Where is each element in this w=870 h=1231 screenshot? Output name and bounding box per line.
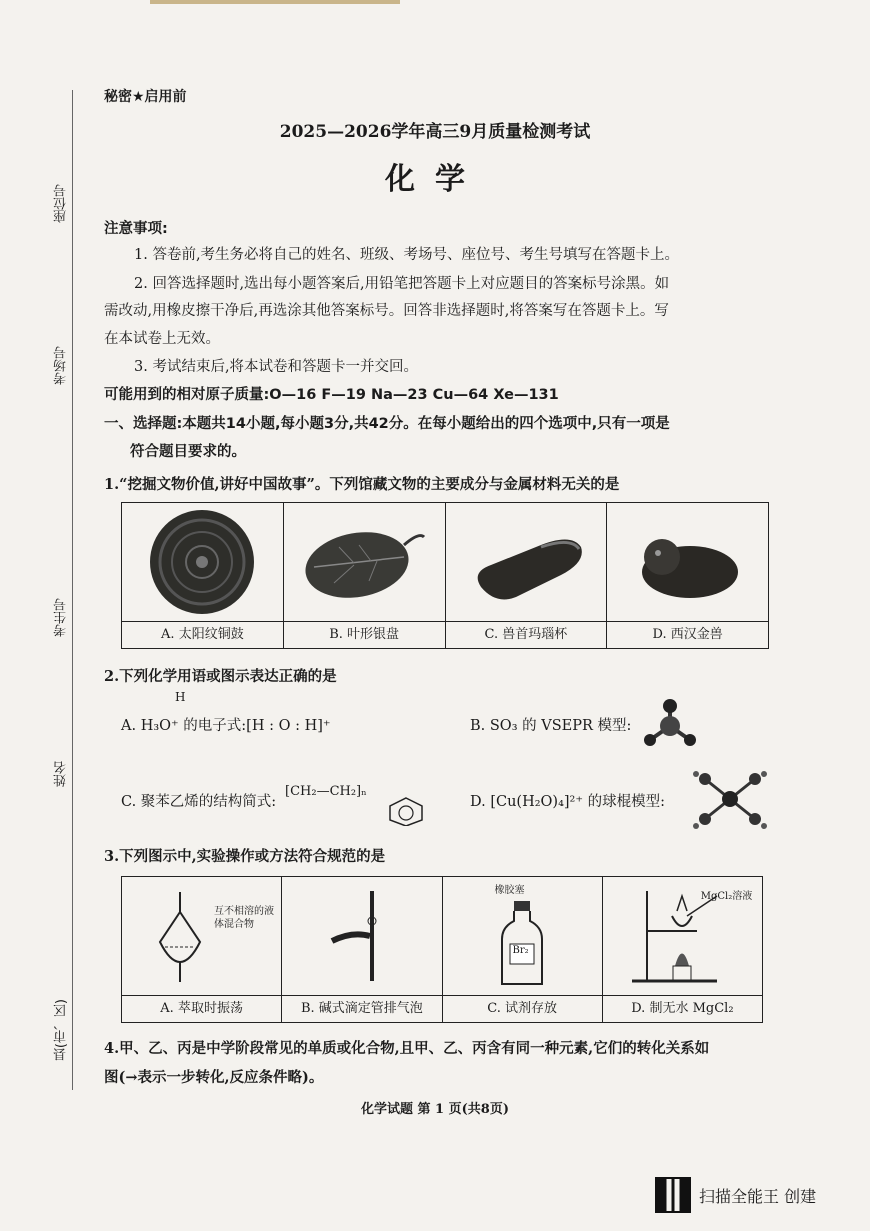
q3-option-c: C. 试剂存放 [443, 995, 602, 1022]
q4-line2: 图(→表示一步转化,反应条件略)。 [104, 1069, 324, 1086]
q4-line1: 4.甲、乙、丙是中学阶段常见的单质或化合物,且甲、乙、丙含有同一种元素,它们的转化关系如 [104, 1040, 710, 1057]
side-name-label: 姓名 [52, 757, 71, 791]
q3-option-d: D. 制无水 MgCl₂ [603, 995, 762, 1022]
gold-beast-image [607, 503, 768, 621]
q3-option-a: A. 萃取时振荡 [122, 995, 281, 1022]
side-county-label: 县(市、区) [52, 995, 71, 1065]
scanner-watermark [655, 1177, 816, 1213]
q1-option-d: D. 西汉金兽 [607, 621, 768, 648]
exam-title: 2025—2026学年高三9月质量检测考试 [279, 122, 591, 142]
q3-c-note: 橡胶塞 [494, 885, 525, 896]
q3-option-b: B. 碱式滴定管排气泡 [282, 995, 441, 1022]
cu-water-ball-stick-model [690, 764, 770, 834]
secret-mark: 秘密★启用前 [104, 89, 187, 105]
q3-c-label: Br₂ [512, 945, 529, 956]
page-footer: 化学试题 第 1 页(共8页) [361, 1102, 509, 1117]
leaf-silver-plate-image [284, 503, 445, 621]
side-exam-no-label: 考生号 [52, 594, 71, 641]
q2-option-b: B. SO₃ 的 VSEPR 模型: [470, 718, 632, 734]
side-seat-label: 座位号 [52, 180, 71, 227]
q2-option-d: D. [Cu(H₂O)₄]²⁺ 的球棍模型: [470, 794, 666, 810]
q1-option-a-cell [122, 503, 284, 649]
q1-artifact-table [121, 502, 769, 649]
q1-option-d-cell [607, 503, 769, 649]
q3-stem: 3.下列图示中,实验操作或方法符合规范的是 [104, 848, 386, 865]
top-edge-strip [150, 0, 400, 4]
side-room-label: 考场号 [52, 342, 71, 389]
note-2a: 2. 回答选择题时,选出每小题答案后,用铅笔把答题卡上对应题目的答案标号涂黑。如 [134, 276, 670, 292]
bronze-drum-image [122, 503, 283, 621]
q3-d-note: MgCl₂溶液 [700, 891, 753, 902]
burette-bubble-image [282, 877, 441, 995]
scanner-text: 扫描全能王 创建 [699, 1186, 817, 1206]
q1-option-b: B. 叶形银盘 [284, 621, 445, 648]
evaporation-setup-image [603, 877, 762, 995]
atomic-masses: 可能用到的相对原子质量:O—16 F—19 Na—23 Cu—64 Xe—131 [104, 387, 559, 403]
note-1: 1. 答卷前,考生务必将自己的姓名、班级、考场号、座位号、考生号填写在答题卡上。 [134, 247, 680, 263]
q2-a-top-h: H [175, 690, 186, 704]
q1-option-c-cell [445, 503, 607, 649]
q3-experiment-table [121, 876, 763, 1023]
q1-option-b-cell [283, 503, 445, 649]
note-3: 3. 考试结束后,将本试卷和答题卡一并交回。 [134, 359, 419, 375]
notes-heading: 注意事项: [104, 221, 168, 237]
section1-line1: 一、选择题:本题共14小题,每小题3分,共42分。在每小题给出的四个选项中,只有一项是 [104, 416, 670, 432]
q1-option-c: C. 兽首玛瑙杯 [446, 621, 607, 648]
note-2c: 在本试卷上无效。 [104, 331, 220, 347]
q1-option-a: A. 太阳纹铜鼓 [122, 621, 283, 648]
q2-option-c: C. 聚苯乙烯的结构简式: [121, 794, 277, 810]
binding-line [72, 90, 73, 1090]
section1-line2: 符合题目要求的。 [130, 444, 246, 460]
reagent-bottle-image [443, 877, 602, 995]
so3-vsepr-model [640, 698, 700, 753]
q3-option-c-cell [442, 877, 602, 1023]
qr-code-icon [655, 1177, 691, 1213]
q3-option-a-cell [122, 877, 282, 1023]
benzene-ring-icon [386, 796, 426, 826]
q2-c-formula: [CH₂—CH₂]ₙ [285, 784, 367, 799]
note-2b: 需改动,用橡皮擦干净后,再选涂其他答案标号。回答非选择题时,将答案写在答题卡上。写 [104, 303, 669, 319]
q2-stem: 2.下列化学用语或图示表达正确的是 [104, 668, 337, 685]
q2-option-a: A. H₃O⁺ 的电子式:[H : O : H]⁺ [121, 718, 331, 734]
q3-option-b-cell [282, 877, 442, 1023]
agate-cup-image [446, 503, 607, 621]
extraction-shaking-image [122, 877, 281, 995]
q3-option-d-cell [602, 877, 762, 1023]
q1-stem: 1.“挖掘文物价值,讲好中国故事”。下列馆藏文物的主要成分与金属材料无关的是 [104, 476, 620, 493]
q3-a-note: 互不相溶的液体混合物 [214, 906, 274, 930]
subject-title: 化学 [385, 162, 485, 197]
